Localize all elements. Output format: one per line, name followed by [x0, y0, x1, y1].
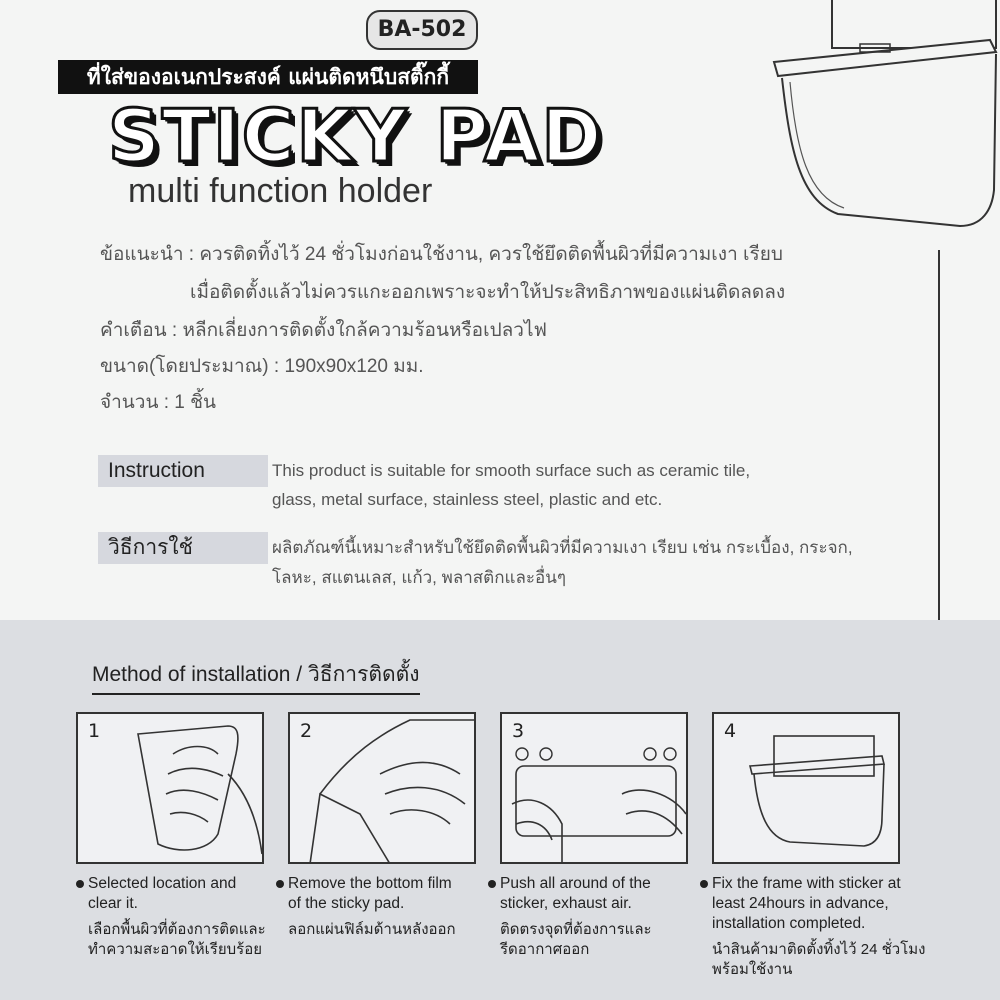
instruction-thai-line-1: ผลิตภัณฑ์นี้เหมาะสำหรับใช้ยึดติดพื้นผิวที่มีความเงา เรียบ เช่น กระเบื้อง, กระจก,: [272, 538, 853, 557]
instruction-line-1: This product is suitable for smooth surface such as ceramic tile,: [272, 461, 751, 480]
bullet-icon: [76, 880, 84, 888]
advice-line-2: เมื่อติดตั้งแล้วไม่ควรแกะออกเพราะจะทำให้ประสิทธิภาพของแผ่นติดลดลง: [190, 282, 786, 303]
warning-line: คำเตือน : หลีกเลี่ยงการติดตั้งใกล้ความร้อนหรือเปลวไฟ: [100, 320, 547, 341]
instruction-line-2: glass, metal surface, stainless steel, plastic and etc.: [272, 490, 663, 509]
quantity-line: จำนวน : 1 ชิ้น: [100, 392, 217, 413]
installation-heading: Method of installation / วิธีการติดตั้ง: [92, 658, 420, 695]
step-text-th: ติดตรงจุดที่ต้องการและ: [500, 921, 652, 938]
step-number: 3: [512, 720, 525, 742]
step-text-en: of the sticky pad.: [288, 895, 405, 912]
mounted-holder-icon: [714, 714, 898, 862]
wiping-hand-icon: [78, 714, 262, 862]
step-text-en: Push all around of the: [500, 875, 651, 892]
size-line: ขนาด(โดยประมาณ) : 190x90x120 มม.: [100, 356, 424, 377]
step-3-illustration: [500, 712, 688, 864]
step-number: 1: [88, 720, 101, 742]
bullet-icon: [700, 880, 708, 888]
model-number-badge: BA-502: [366, 10, 478, 50]
step-text-en: Fix the frame with sticker at: [712, 875, 901, 892]
step-text-th: รีดอากาศออก: [500, 941, 590, 958]
instruction-thai-line-2: โลหะ, สแตนเลส, แก้ว, พลาสติกและอื่นๆ: [272, 568, 566, 587]
advice-line-1: ข้อแนะนำ : ควรติดทิ้งไว้ 24 ชั่วโมงก่อนใช้งาน, ควรใช้ยึดติดพื้นผิวที่มีความเงา เรียบ: [100, 244, 783, 265]
thai-product-title: ที่ใส่ของอเนกประสงค์ แผ่นติดหนึบสติ๊กกี้: [58, 60, 478, 94]
step-1-caption: [76, 874, 276, 960]
step-text-th: เลือกพื้นผิวที่ต้องการติดและ: [88, 921, 266, 938]
step-text-en: clear it.: [88, 895, 138, 912]
instruction-label: Instruction: [98, 455, 268, 487]
decorative-rule: [938, 250, 940, 620]
step-2-caption: [276, 874, 486, 940]
step-text-en: Selected location and: [88, 875, 237, 892]
step-text-en: installation completed.: [712, 915, 866, 932]
pressing-pad-icon: [502, 714, 686, 862]
step-text-th: พร้อมใช้งาน: [712, 961, 793, 978]
step-text-en: least 24hours in advance,: [712, 895, 889, 912]
product-subtitle: multi function holder: [128, 172, 433, 210]
instruction-thai-label: วิธีการใช้: [98, 532, 268, 564]
bullet-icon: [276, 880, 284, 888]
step-number: 2: [300, 720, 313, 742]
step-text-en: Remove the bottom film: [288, 875, 452, 892]
step-number: 4: [724, 720, 737, 742]
step-2-illustration: [288, 712, 476, 864]
holder-product-illustration: [760, 0, 1000, 240]
step-3-caption: [488, 874, 698, 960]
step-text-en: sticker, exhaust air.: [500, 895, 632, 912]
bullet-icon: [488, 880, 496, 888]
step-4-caption: [700, 874, 940, 980]
step-text-th: ทำความสะอาดให้เรียบร้อย: [88, 941, 263, 958]
step-text-th: นำสินค้ามาติดตั้งทิ้งไว้ 24 ชั่วโมง: [712, 941, 926, 958]
step-text-th: ลอกแผ่นฟิล์มด้านหลังออก: [288, 921, 456, 938]
step-4-illustration: [712, 712, 900, 864]
brand-logo-text: STICKY PAD: [108, 94, 604, 178]
peeling-film-icon: [290, 714, 474, 862]
step-1-illustration: [76, 712, 264, 864]
